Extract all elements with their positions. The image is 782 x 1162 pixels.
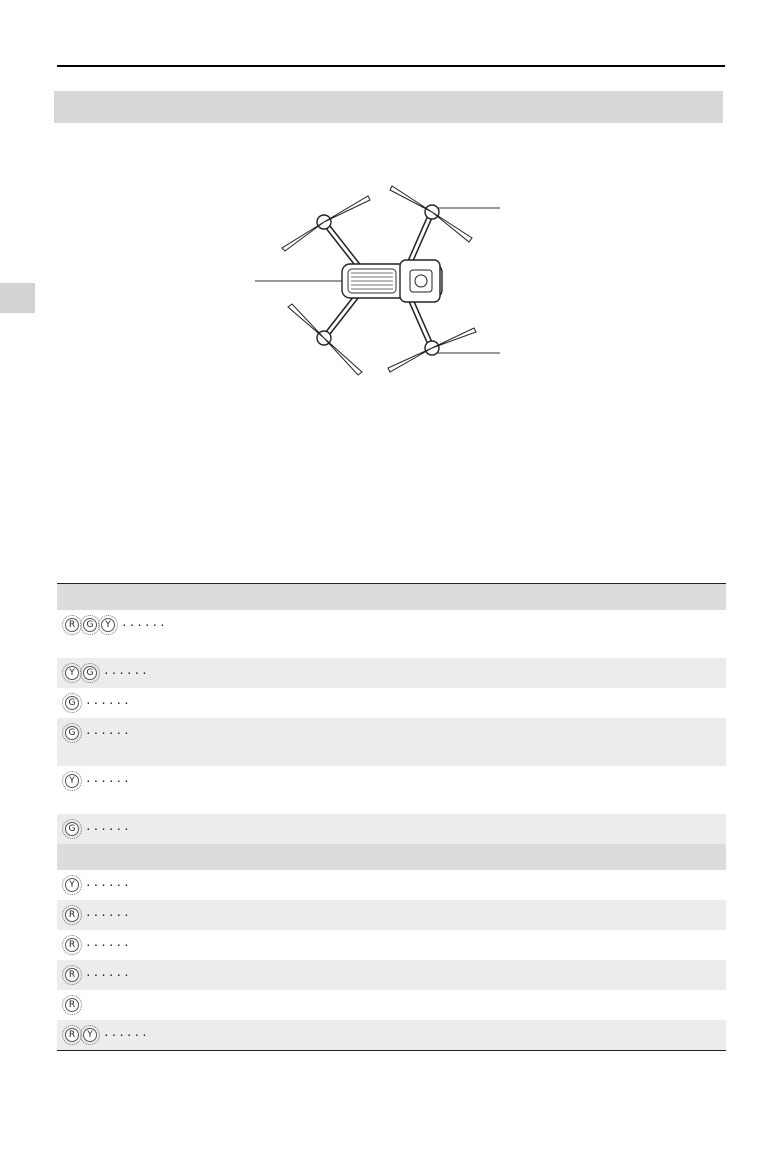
led-pattern — [65, 618, 167, 632]
blink-dots: ······ — [85, 908, 131, 922]
led-y-icon: Y — [83, 1028, 97, 1042]
led-pattern — [65, 908, 131, 922]
blink-dots: ······ — [85, 938, 131, 952]
table-section-header — [57, 584, 726, 610]
side-tab — [0, 283, 35, 313]
blink-dots: ······ — [85, 696, 131, 710]
status-indicator-table — [57, 583, 726, 1051]
blink-dots: ······ — [85, 968, 131, 982]
table-row — [57, 718, 726, 766]
table-row — [57, 814, 726, 844]
blink-dots: ······ — [103, 1028, 149, 1042]
led-r-icon: R — [65, 908, 79, 922]
led-y-icon: Y — [101, 618, 115, 632]
table-row — [57, 688, 726, 718]
table-row — [57, 870, 726, 900]
led-r-icon: R — [65, 968, 79, 982]
table-row — [57, 960, 726, 990]
table-row — [57, 766, 726, 814]
table-row — [57, 658, 726, 688]
table-section-header — [57, 844, 726, 870]
led-pattern — [65, 726, 131, 740]
table-row — [57, 930, 726, 960]
led-pattern — [65, 968, 131, 982]
blink-dots: ······ — [85, 726, 131, 740]
led-pattern — [65, 1028, 149, 1042]
led-r-icon: R — [65, 618, 79, 632]
led-y-icon: Y — [65, 878, 79, 892]
led-pattern — [65, 666, 149, 680]
table-row — [57, 1020, 726, 1050]
led-g-icon: G — [65, 726, 79, 740]
blink-dots: ······ — [85, 878, 131, 892]
blink-dots: ······ — [85, 822, 131, 836]
blink-dots: ······ — [121, 618, 167, 632]
led-y-icon: Y — [65, 774, 79, 788]
led-pattern — [65, 878, 131, 892]
led-pattern — [65, 822, 131, 836]
led-pattern — [65, 938, 131, 952]
table-row — [57, 990, 726, 1020]
led-r-icon: R — [65, 938, 79, 952]
led-g-icon: G — [83, 618, 97, 632]
led-g-icon: G — [83, 666, 97, 680]
table-row — [57, 900, 726, 930]
blink-dots: ······ — [103, 666, 149, 680]
led-g-icon: G — [65, 822, 79, 836]
led-r-icon: R — [65, 998, 79, 1012]
led-pattern — [65, 998, 83, 1012]
header-rule — [57, 65, 725, 67]
led-pattern — [65, 696, 131, 710]
section-title-bar — [54, 91, 723, 123]
led-y-icon: Y — [65, 666, 79, 680]
aircraft-top-view-diagram — [250, 180, 510, 380]
led-pattern — [65, 774, 131, 788]
table-row — [57, 610, 726, 658]
led-r-icon: R — [65, 1028, 79, 1042]
led-g-icon: G — [65, 696, 79, 710]
blink-dots: ······ — [85, 774, 131, 788]
